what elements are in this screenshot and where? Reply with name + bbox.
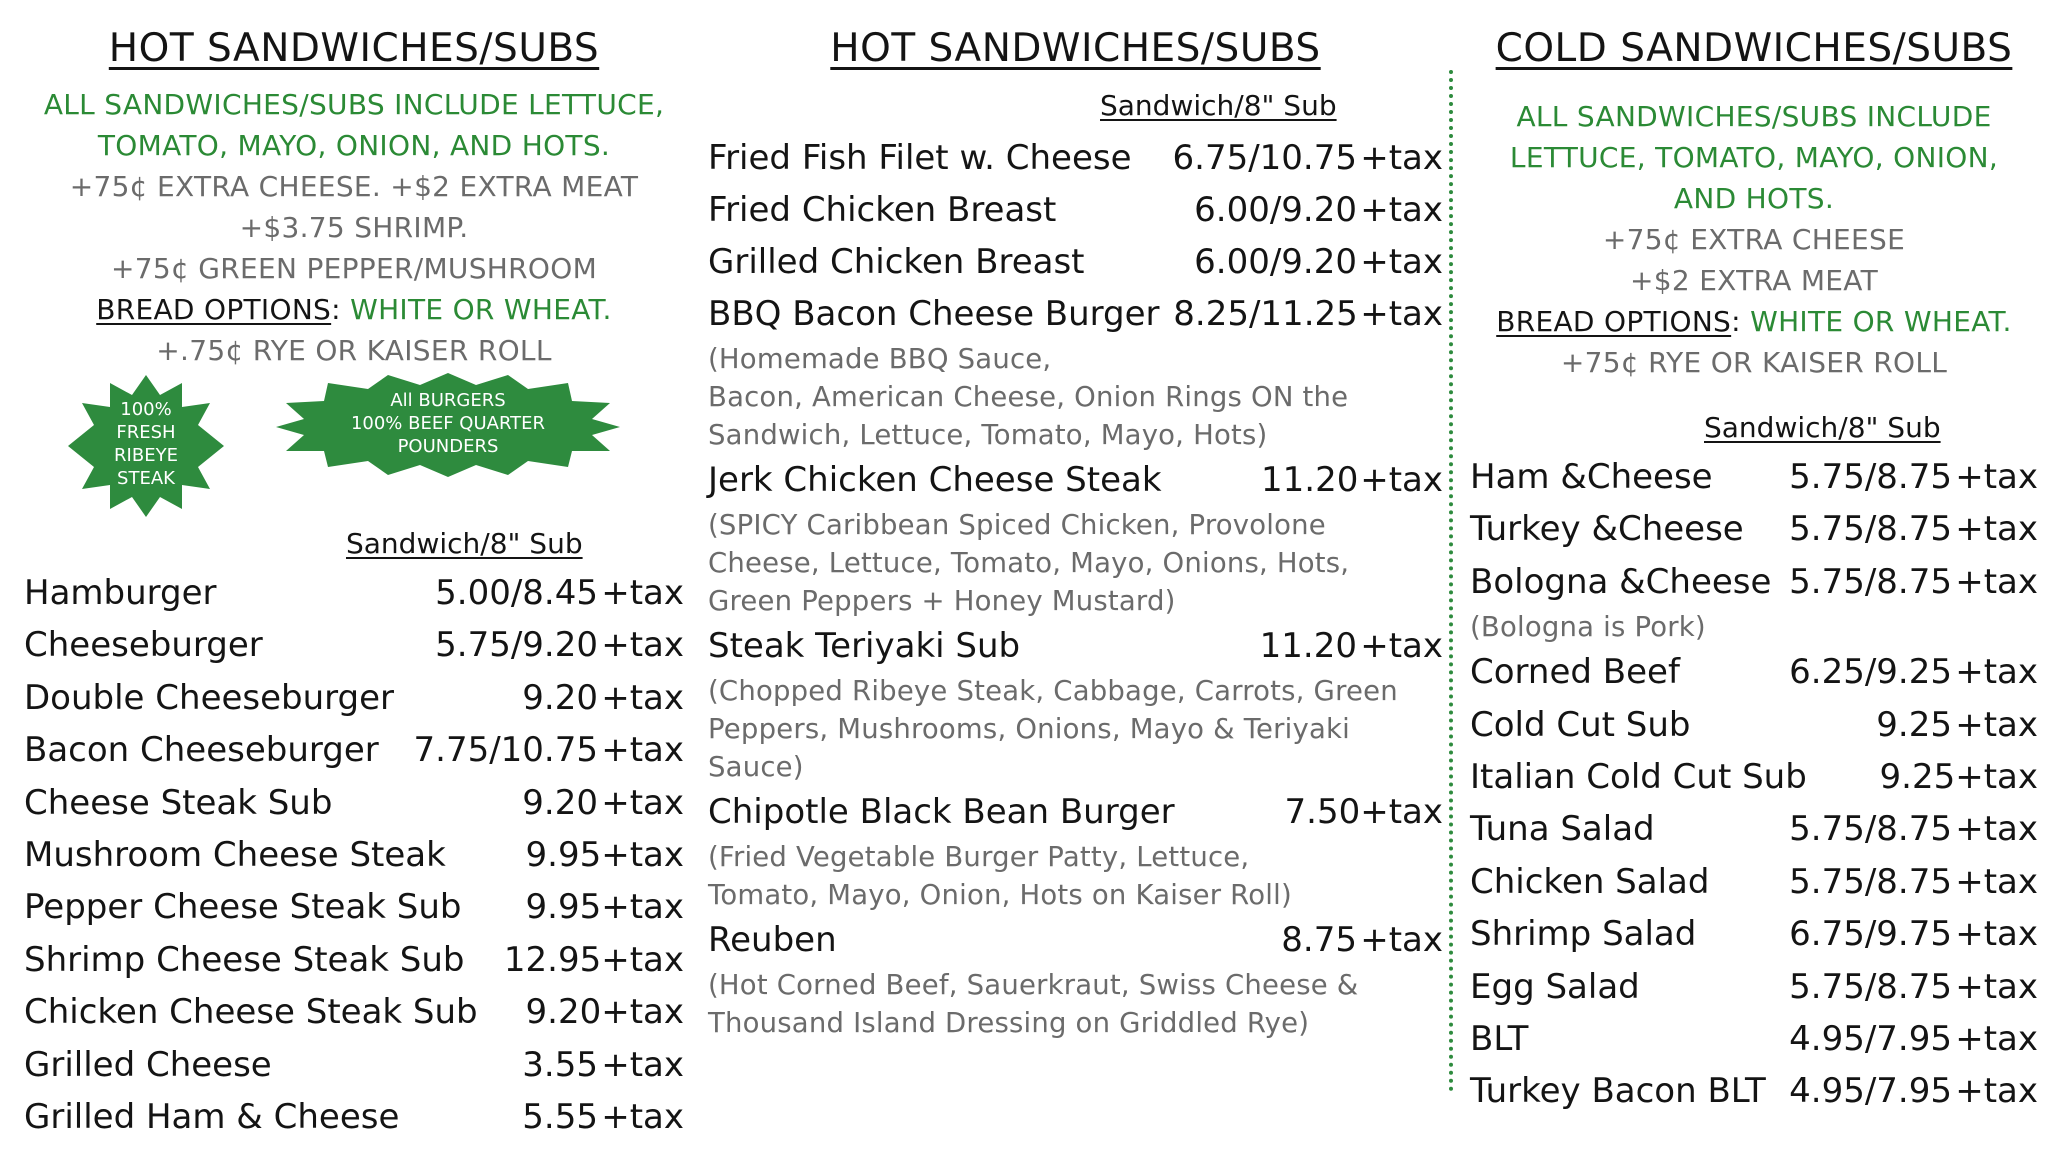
- item-description-line: (Fried Vegetable Burger Patty, Lettuce,: [708, 841, 1250, 873]
- menu-list: [24, 567, 684, 1143]
- item-tax: +tax: [601, 939, 684, 980]
- menu-item: [24, 881, 684, 933]
- extra-meat: +$2 EXTRA MEAT: [1630, 264, 1878, 297]
- item-price: 7.50: [1284, 792, 1361, 832]
- item-tax: +tax: [1360, 460, 1443, 500]
- item-description-line: (SPICY Caribbean Spiced Chicken, Provolone: [708, 509, 1326, 541]
- item-tax: +tax: [1360, 138, 1443, 178]
- item-name: Grilled Cheese: [24, 1044, 272, 1085]
- item-price: 5.55: [522, 1096, 598, 1137]
- menu-item: [1470, 961, 2038, 1013]
- item-price: 8.75: [1281, 920, 1357, 960]
- item-tax: +tax: [1360, 920, 1443, 960]
- item-name: Reuben: [708, 920, 837, 960]
- size-column-header: Sandwich/8" Sub: [1704, 411, 1941, 444]
- bread-extra: +75¢ RYE OR KAISER ROLL: [1560, 346, 1948, 379]
- item-tax: +tax: [1955, 509, 2038, 550]
- extra-cheese-meat: +75¢ EXTRA CHEESE. +$2 EXTRA MEAT: [69, 170, 639, 203]
- includes-line-2: LETTUCE, TOMATO, MAYO, ONION,: [1509, 141, 1999, 174]
- menu-item: [24, 567, 684, 619]
- includes-line-1: ALL SANDWICHES/SUBS INCLUDE LETTUCE,: [43, 88, 665, 121]
- bread-options-label: BREAD OPTIONS: [96, 293, 332, 326]
- item-name: Bologna &Cheese: [1470, 561, 1772, 602]
- badge-steak-line-3: RIBEYE: [114, 445, 178, 466]
- item-price: 8.25/11.25: [1173, 294, 1358, 334]
- menu-list: [708, 132, 1443, 1042]
- item-description-line: (Bologna is Pork): [1470, 611, 1706, 644]
- item-price: 6.75/9.75: [1789, 914, 1952, 955]
- menu-item: [24, 672, 684, 724]
- extra-cheese: +75¢ EXTRA CHEESE: [1602, 223, 1906, 256]
- item-name: Fried Chicken Breast: [708, 190, 1057, 230]
- item-price: 9.95: [525, 887, 602, 928]
- bread-options-sep: :: [331, 293, 351, 326]
- bread-options: [24, 289, 684, 330]
- size-column-header: Sandwich/8" Sub: [346, 527, 583, 560]
- item-name: Pepper Cheese Steak Sub: [24, 887, 462, 928]
- item-name: Ham &Cheese: [1470, 457, 1713, 497]
- menu-item: [708, 454, 1443, 506]
- item-tax: +tax: [601, 573, 684, 613]
- extra-shrimp: +$3.75 SHRIMP.: [239, 211, 469, 244]
- section-heading: HOT SANDWICHES/SUBS: [830, 26, 1321, 71]
- item-name: Jerk Chicken Cheese Steak: [708, 460, 1162, 500]
- item-name: Cheese Steak Sub: [24, 782, 333, 823]
- menu-item: [708, 132, 1443, 184]
- item-name: Turkey Bacon BLT: [1470, 1071, 1766, 1112]
- extra-pepper-mushroom: +75¢ GREEN PEPPER/MUSHROOM: [110, 252, 598, 285]
- item-name: Egg Salad: [1470, 966, 1640, 1007]
- bread-options-label: BREAD OPTIONS: [1496, 305, 1732, 338]
- bread-options-value: WHITE OR WHEAT.: [1750, 305, 2012, 338]
- item-name: Shrimp Cheese Steak Sub: [24, 939, 465, 980]
- includes-line-3: AND HOTS.: [1673, 182, 1835, 215]
- item-price: 5.75/8.75: [1789, 561, 1952, 602]
- item-tax: +tax: [601, 887, 684, 928]
- item-tax: +tax: [601, 782, 684, 823]
- item-tax: +tax: [1955, 1018, 2038, 1059]
- item-description-line: (Chopped Ribeye Steak, Cabbage, Carrots, Green: [708, 675, 1398, 707]
- badge-steak-line-4: STEAK: [117, 468, 175, 489]
- ribeye-steak-badge: [68, 375, 224, 517]
- item-name: Chicken Salad: [1470, 861, 1710, 902]
- item-description-line: (Homemade BBQ Sauce,: [708, 343, 1052, 375]
- item-tax: +tax: [1360, 242, 1443, 282]
- badge-burger-line-2: 100% BEEF QUARTER: [350, 413, 546, 434]
- item-description-line: Bacon, American Cheese, Onion Rings ON the: [708, 381, 1349, 413]
- item-price: 9.25: [1879, 756, 1956, 797]
- item-tax: +tax: [601, 834, 684, 875]
- item-tax: +tax: [1360, 792, 1443, 832]
- item-price: 6.00/9.20: [1194, 190, 1357, 230]
- menu-item: [708, 184, 1443, 236]
- menu-item: [708, 236, 1443, 288]
- hot-sandwiches-column-middle: [708, 0, 1443, 1042]
- item-tax: +tax: [1955, 809, 2038, 850]
- item-description-line: Thousand Island Dressing on Griddled Rye): [708, 1007, 1310, 1039]
- menu-list: [1470, 451, 2038, 1118]
- item-name: Cheeseburger: [24, 625, 263, 666]
- section-heading: COLD SANDWICHES/SUBS: [1495, 26, 2013, 71]
- badge-burger-line-1: All BURGERS: [390, 390, 506, 411]
- menu-item: [1470, 451, 2038, 503]
- item-tax: +tax: [1955, 861, 2038, 902]
- badge-burger-line-3: POUNDERS: [397, 436, 499, 457]
- item-price: 4.95/7.95: [1789, 1018, 1952, 1059]
- item-price: 5.75/8.75: [1789, 966, 1952, 1007]
- item-price: 5.75/8.75: [1789, 809, 1952, 850]
- item-price: 5.75/8.75: [1789, 457, 1952, 497]
- menu-item: [708, 786, 1443, 838]
- item-price: 11.20: [1259, 626, 1357, 666]
- item-tax: +tax: [601, 730, 684, 771]
- item-name: Chipotle Black Bean Burger: [708, 792, 1175, 832]
- item-tax: +tax: [1955, 457, 2038, 497]
- item-tax: +tax: [601, 1096, 684, 1137]
- menu-item: [1470, 503, 2038, 555]
- menu-item: [708, 288, 1443, 340]
- badge-steak-line-2: FRESH: [116, 422, 176, 443]
- item-name: Double Cheeseburger: [24, 677, 395, 718]
- item-name: Corned Beef: [1470, 652, 1680, 693]
- menu-item: [24, 777, 684, 829]
- menu-item: [24, 934, 684, 986]
- menu-item: [24, 1039, 684, 1091]
- item-tax: +tax: [601, 992, 684, 1033]
- item-tax: +tax: [601, 677, 684, 718]
- menu-item: [1470, 856, 2038, 908]
- menu-item: [1470, 646, 2038, 698]
- item-price: 5.75/9.20: [435, 625, 598, 666]
- item-price: 4.95/7.95: [1789, 1071, 1952, 1112]
- item-price: 6.00/9.20: [1194, 242, 1357, 282]
- item-price: 9.20: [525, 992, 602, 1033]
- item-name: Italian Cold Cut Sub: [1470, 756, 1807, 797]
- item-name: Tuna Salad: [1470, 809, 1655, 850]
- column-divider: [1449, 70, 1453, 1092]
- item-tax: +tax: [601, 625, 684, 666]
- item-price: 5.00/8.45: [435, 573, 598, 613]
- bread-extra: +.75¢ RYE OR KAISER ROLL: [156, 334, 552, 367]
- size-column-header: Sandwich/8" Sub: [1100, 89, 1337, 122]
- menu-item: [708, 914, 1443, 966]
- item-description-line: Cheese, Lettuce, Tomato, Mayo, Onions, Hots,: [708, 547, 1350, 579]
- menu-item: [1470, 1013, 2038, 1065]
- menu-item: [24, 829, 684, 881]
- item-price: 7.75/10.75: [413, 730, 598, 771]
- item-price: 3.55: [522, 1044, 598, 1085]
- item-name: Hamburger: [24, 573, 217, 613]
- item-price: 6.25/9.25: [1789, 652, 1952, 693]
- item-price: 11.20: [1261, 460, 1359, 500]
- item-description-line: Peppers, Mushrooms, Onions, Mayo & Teriyaki: [708, 713, 1350, 745]
- includes-line-2: TOMATO, MAYO, ONION, AND HOTS.: [97, 129, 611, 162]
- item-tax: +tax: [1955, 966, 2038, 1007]
- item-name: BLT: [1470, 1018, 1529, 1059]
- bread-options-value: WHITE OR WHEAT.: [350, 293, 612, 326]
- item-tax: +tax: [1955, 704, 2038, 745]
- menu-item: [708, 620, 1443, 672]
- item-price: 9.25: [1876, 704, 1952, 745]
- item-description-line: Sandwich, Lettuce, Tomato, Mayo, Hots): [708, 419, 1268, 451]
- badges: [24, 371, 684, 521]
- menu-item: [1470, 1065, 2038, 1117]
- item-price: 5.75/8.75: [1789, 861, 1952, 902]
- item-price: 5.75/8.75: [1789, 509, 1952, 550]
- menu-item: [1470, 803, 2038, 855]
- item-name: Grilled Chicken Breast: [708, 242, 1085, 282]
- item-name: Bacon Cheeseburger: [24, 730, 379, 771]
- item-tax: +tax: [1360, 626, 1443, 666]
- cold-sandwiches-column: [1470, 0, 2038, 1118]
- item-description-line: Tomato, Mayo, Onion, Hots on Kaiser Roll): [708, 879, 1292, 911]
- item-name: Turkey &Cheese: [1470, 509, 1744, 550]
- hot-sandwiches-column-left: [24, 0, 684, 1143]
- item-tax: +tax: [1955, 914, 2038, 955]
- menu-item: [24, 1091, 684, 1143]
- item-description-line: Sauce): [708, 751, 804, 783]
- item-description-line: (Hot Corned Beef, Sauerkraut, Swiss Cheese &: [708, 969, 1359, 1001]
- item-price: 6.75/10.75: [1172, 138, 1357, 178]
- beef-burger-badge: [276, 373, 620, 477]
- menu-item: [1470, 908, 2038, 960]
- item-name: Mushroom Cheese Steak: [24, 834, 446, 875]
- badge-steak-line-1: 100%: [120, 399, 172, 420]
- item-name: Fried Fish Filet w. Cheese: [708, 138, 1132, 178]
- menu-item: [24, 986, 684, 1038]
- item-name: Steak Teriyaki Sub: [708, 626, 1021, 666]
- menu-item: [24, 619, 684, 671]
- item-tax: +tax: [1360, 190, 1443, 230]
- bread-options-sep: :: [1731, 305, 1751, 338]
- item-tax: +tax: [1955, 756, 2038, 797]
- menu-item: [1470, 751, 2038, 803]
- menu-item: [1470, 556, 2038, 608]
- section-heading: HOT SANDWICHES/SUBS: [108, 26, 600, 71]
- item-tax: +tax: [1955, 652, 2038, 693]
- item-name: Chicken Cheese Steak Sub: [24, 992, 478, 1033]
- item-tax: +tax: [601, 1044, 684, 1085]
- menu-item: [24, 724, 684, 776]
- item-name: Cold Cut Sub: [1470, 704, 1691, 745]
- item-tax: +tax: [1955, 1071, 2038, 1112]
- item-price: 9.20: [522, 782, 598, 823]
- includes-line-1: ALL SANDWICHES/SUBS INCLUDE: [1516, 100, 1992, 133]
- bread-options: [1470, 301, 2038, 342]
- item-price: 9.20: [522, 677, 598, 718]
- item-tax: +tax: [1360, 294, 1443, 334]
- item-description-line: Green Peppers + Honey Mustard): [708, 585, 1176, 617]
- item-name: BBQ Bacon Cheese Burger: [708, 294, 1160, 334]
- menu-item: [1470, 699, 2038, 751]
- item-name: Shrimp Salad: [1470, 914, 1697, 955]
- item-price: 9.95: [525, 834, 602, 875]
- item-name: Grilled Ham & Cheese: [24, 1096, 400, 1137]
- item-tax: +tax: [1955, 561, 2038, 602]
- item-price: 12.95: [503, 939, 602, 980]
